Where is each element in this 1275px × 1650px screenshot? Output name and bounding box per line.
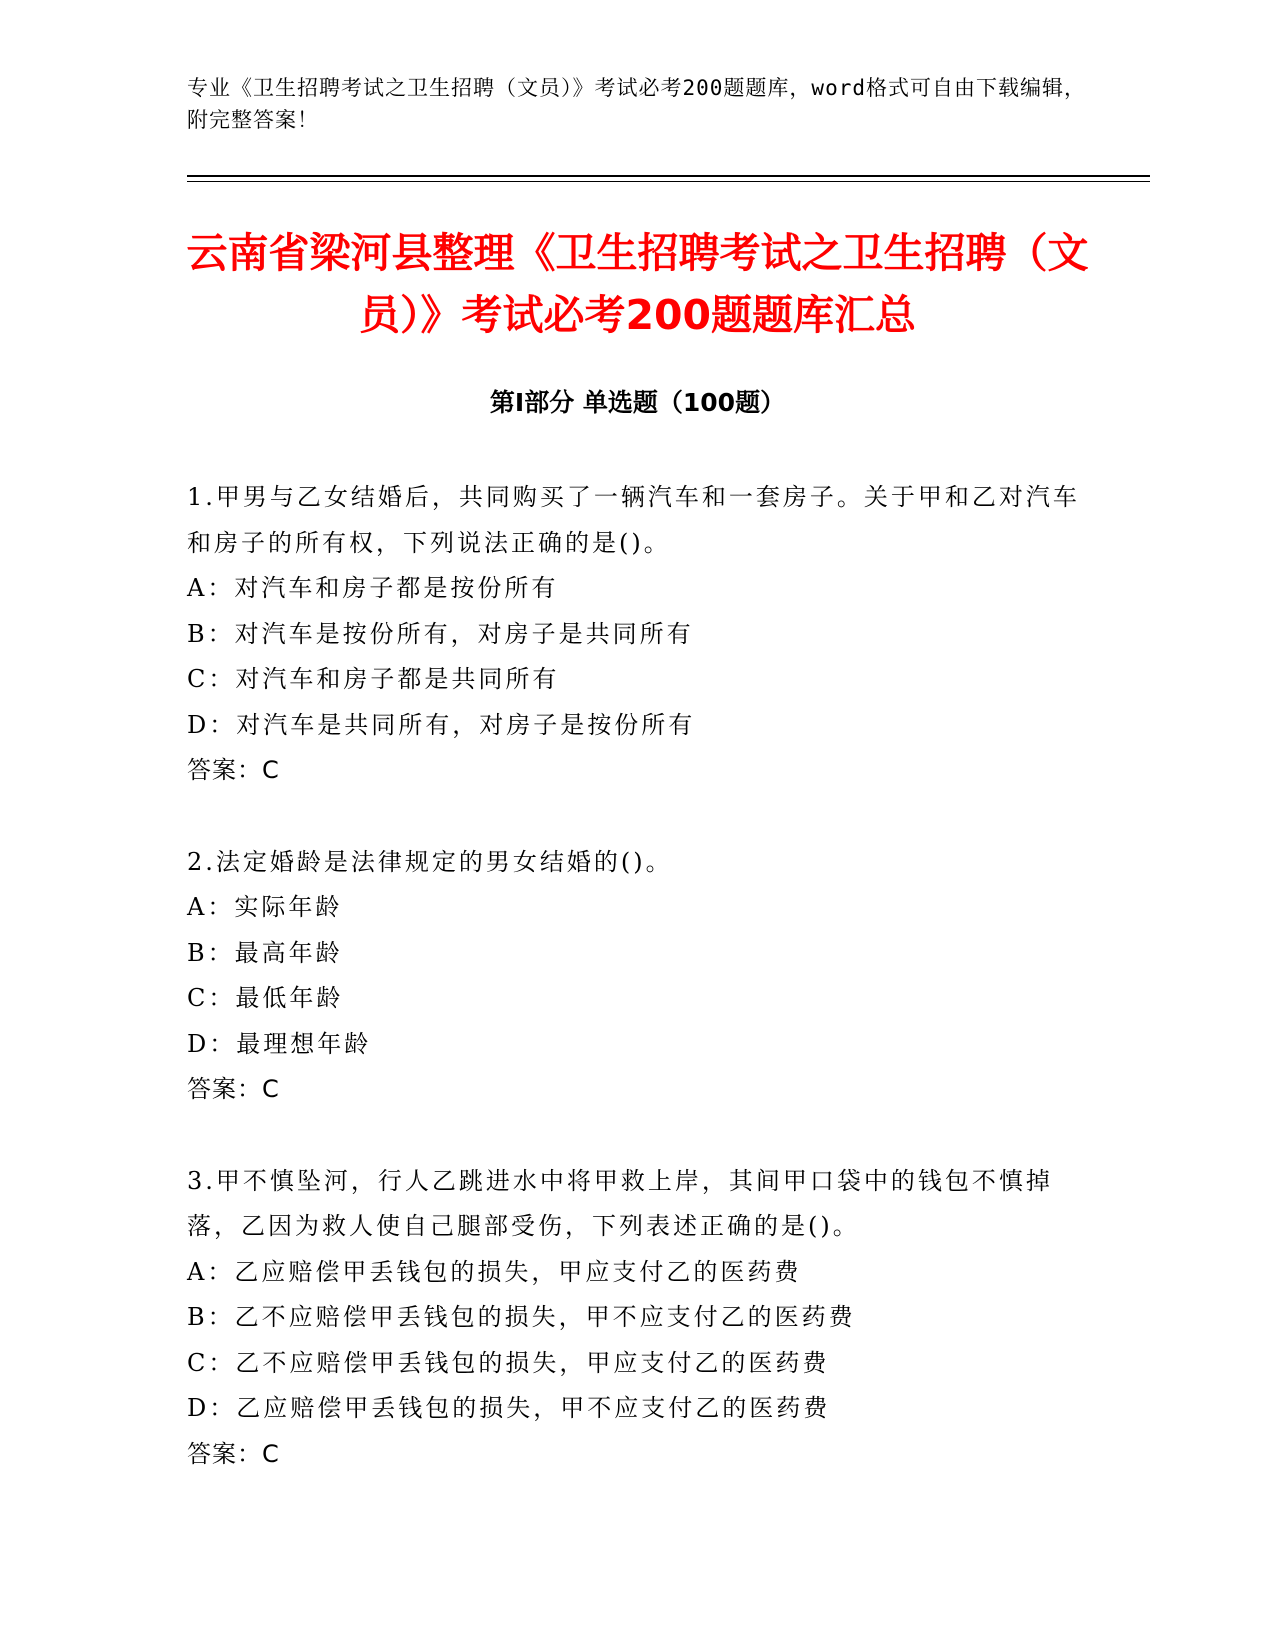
question-stem: 3.甲不慎坠河，行人乙跳进水中将甲救上岸，其间甲口袋中的钱包不慎掉落，乙因为救人使自己腿部受伤，下列表述正确的是()。 — [187, 1166, 1053, 1240]
header-divider-thin — [187, 181, 1150, 182]
section-heading: 第Ⅰ部分 单选题（100题） — [489, 388, 786, 417]
answer-line: 答案：C — [187, 1075, 280, 1103]
option-b: B：乙不应赔偿甲丢钱包的损失，甲不应支付乙的医药费 — [187, 1303, 856, 1331]
header-divider-thick — [187, 175, 1150, 177]
option-a: A：对汽车和房子都是按份所有 — [187, 574, 559, 602]
option-a: A：乙应赔偿甲丢钱包的损失，甲应支付乙的医药费 — [187, 1257, 802, 1286]
option-d: D：最理想年龄 — [187, 1029, 372, 1058]
question-list — [187, 475, 1087, 1523]
question-stem: 2.法定婚龄是法律规定的男女结婚的()。 — [187, 847, 673, 876]
question-2 — [187, 840, 1087, 1113]
option-c: C：乙不应赔偿甲丢钱包的损失，甲应支付乙的医药费 — [187, 1348, 830, 1377]
document-title: 云南省梁河县整理《卫生招聘考试之卫生招聘（文员）》考试必考200题题库汇总 — [186, 229, 1089, 339]
answer-line: 答案：C — [187, 1439, 280, 1468]
question-1 — [187, 475, 1087, 794]
option-c: C：对汽车和房子都是共同所有 — [187, 665, 560, 693]
option-d: D：对汽车是共同所有，对房子是按份所有 — [187, 710, 696, 739]
question-3 — [187, 1159, 1087, 1478]
answer-line: 答案：C — [187, 756, 280, 784]
option-a: A：实际年龄 — [187, 893, 343, 921]
header-note: 专业《卫生招聘考试之卫生招聘（文员）》考试必考200题题库，word格式可自由下载编辑，附完整答案！ — [187, 76, 1086, 132]
option-b: B：对汽车是按份所有，对房子是共同所有 — [187, 619, 694, 648]
option-b: B：最高年龄 — [187, 938, 343, 967]
question-stem: 1.甲男与乙女结婚后，共同购买了一辆汽车和一套房子。关于甲和乙对汽车和房子的所有权，下列说法正确的是()。 — [187, 483, 1080, 557]
option-c: C：最低年龄 — [187, 984, 344, 1012]
option-d: D：乙应赔偿甲丢钱包的损失，甲不应支付乙的医药费 — [187, 1394, 831, 1422]
